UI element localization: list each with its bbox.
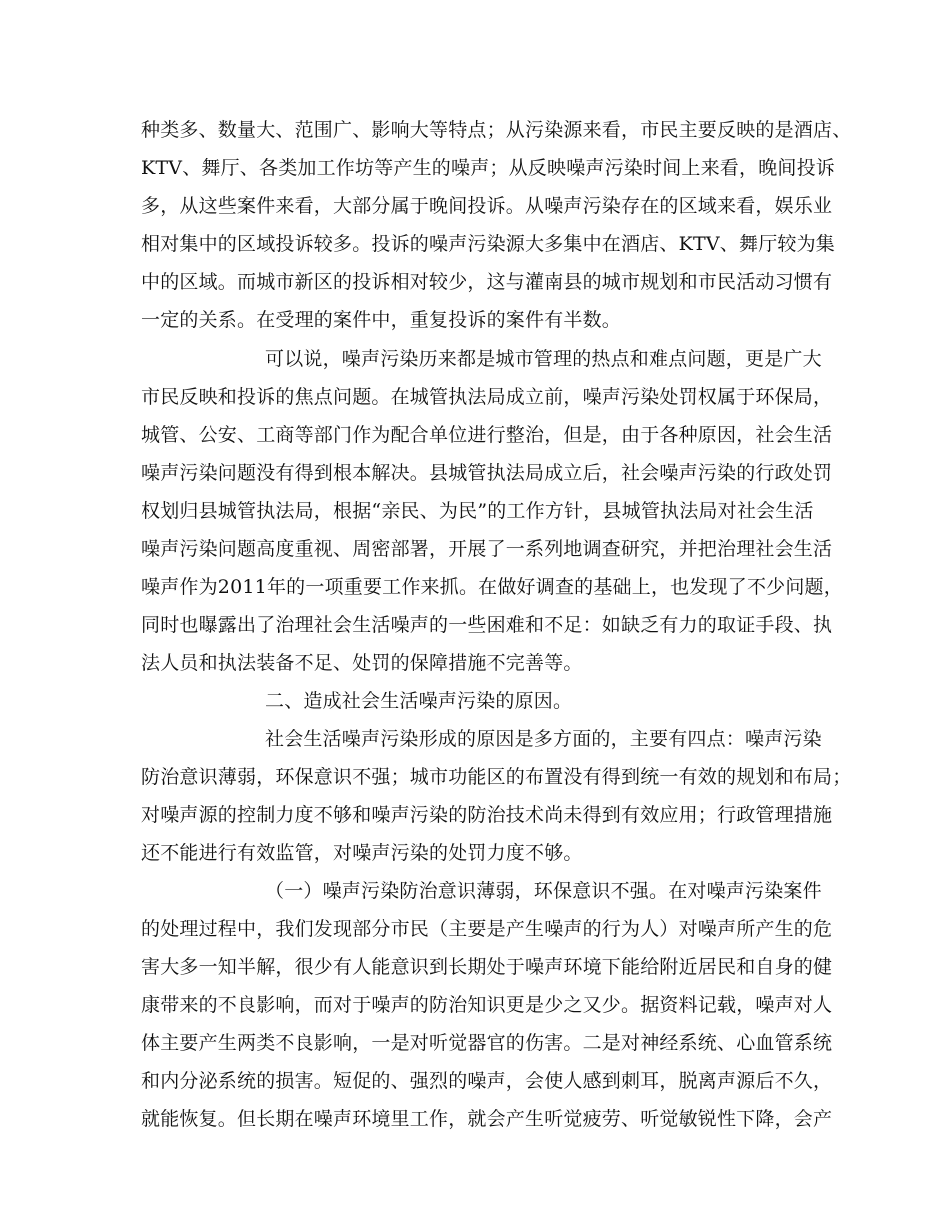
text-line: 防治意识薄弱，环保意识不强；城市功能区的布置没有得到统一有效的规划和布局； [141,766,852,788]
text-line: 多，从这些案件来看，大部分属于晚间投诉。从噪声污染存在的区域来看，娱乐业 [141,195,833,217]
text-line: KTV、舞厅、各类加工作坊等产生的噪声；从反映噪声污染时间上来看，晚间投诉 [141,157,835,179]
subsection-heading: （一）噪声污染防治意识薄弱，环保意识不强。在对噪声污染案件 [265,880,822,902]
text-line: 城管、公安、工商等部门作为配合单位进行整治，但是，由于各种原因，社会生活 [141,424,833,446]
text-line: 权划归县城管执法局，根据“亲民、为民”的工作方针，县城管执法局对社会生活 [141,500,814,522]
text-line: 中的区域。而城市新区的投诉相对较少，这与灌南县的城市规划和市民活动习惯有 [141,271,833,293]
text-line: 的处理过程中，我们发现部分市民（主要是产生噪声的行为人）对噪声所产生的危 [141,918,833,940]
text-line: 噪声污染问题高度重视、周密部署，开展了一系列地调查研究，并把治理社会生活 [141,538,833,560]
text-line: 市民反映和投诉的焦点问题。在城管执法局成立前，噪声污染处罚权属于环保局， [141,386,833,408]
text-line: 还不能进行有效监管，对噪声污染的处罚力度不够。 [141,842,583,864]
text-line: 可以说，噪声污染历来都是城市管理的热点和难点问题，更是广大 [265,348,822,370]
section-heading: 二、造成社会生活噪声污染的原因。 [265,690,573,712]
text-line: 种类多、数量大、范围广、影响大等特点；从污染源来看，市民主要反映的是酒店、 [141,119,852,141]
text-line: 相对集中的区域投诉较多。投诉的噪声污染源大多集中在酒店、KTV、舞厅较为集 [141,233,835,255]
text-line: 噪声污染问题没有得到根本解决。县城管执法局成立后，社会噪声污染的行政处罚 [141,462,833,484]
text-line: 同时也曝露出了治理社会生活噪声的一些困难和不足：如缺乏有力的取证手段、执 [141,614,833,636]
text-line: 一定的关系。在受理的案件中，重复投诉的案件有半数。 [141,309,622,331]
text-line: 体主要产生两类不良影响，一是对听觉器官的伤害。二是对神经系统、心血管系统 [141,1032,833,1054]
text-line: 康带来的不良影响，而对于噪声的防治知识更是少之又少。据资料记载，噪声对人 [141,994,833,1016]
text-line: 噪声作为2011年的一项重要工作来抓。在做好调查的基础上，也发现了不少问题， [141,576,843,598]
text-line: 对噪声源的控制力度不够和噪声污染的防治技术尚未得到有效应用；行政管理措施 [141,804,833,826]
text-line: 和内分泌系统的损害。短促的、强烈的噪声，会使人感到刺耳，脱离声源后不久， [141,1070,833,1092]
text-line: 害大多一知半解，很少有人能意识到长期处于噪声环境下能给附近居民和自身的健 [141,956,833,978]
text-line: 社会生活噪声污染形成的原因是多方面的，主要有四点：噪声污染 [265,728,822,750]
text-line: 法人员和执法装备不足、处罚的保障措施不完善等。 [141,652,583,674]
text-line: 就能恢复。但长期在噪声环境里工作，就会产生听觉疲劳、听觉敏锐性下降，会产 [141,1108,833,1130]
